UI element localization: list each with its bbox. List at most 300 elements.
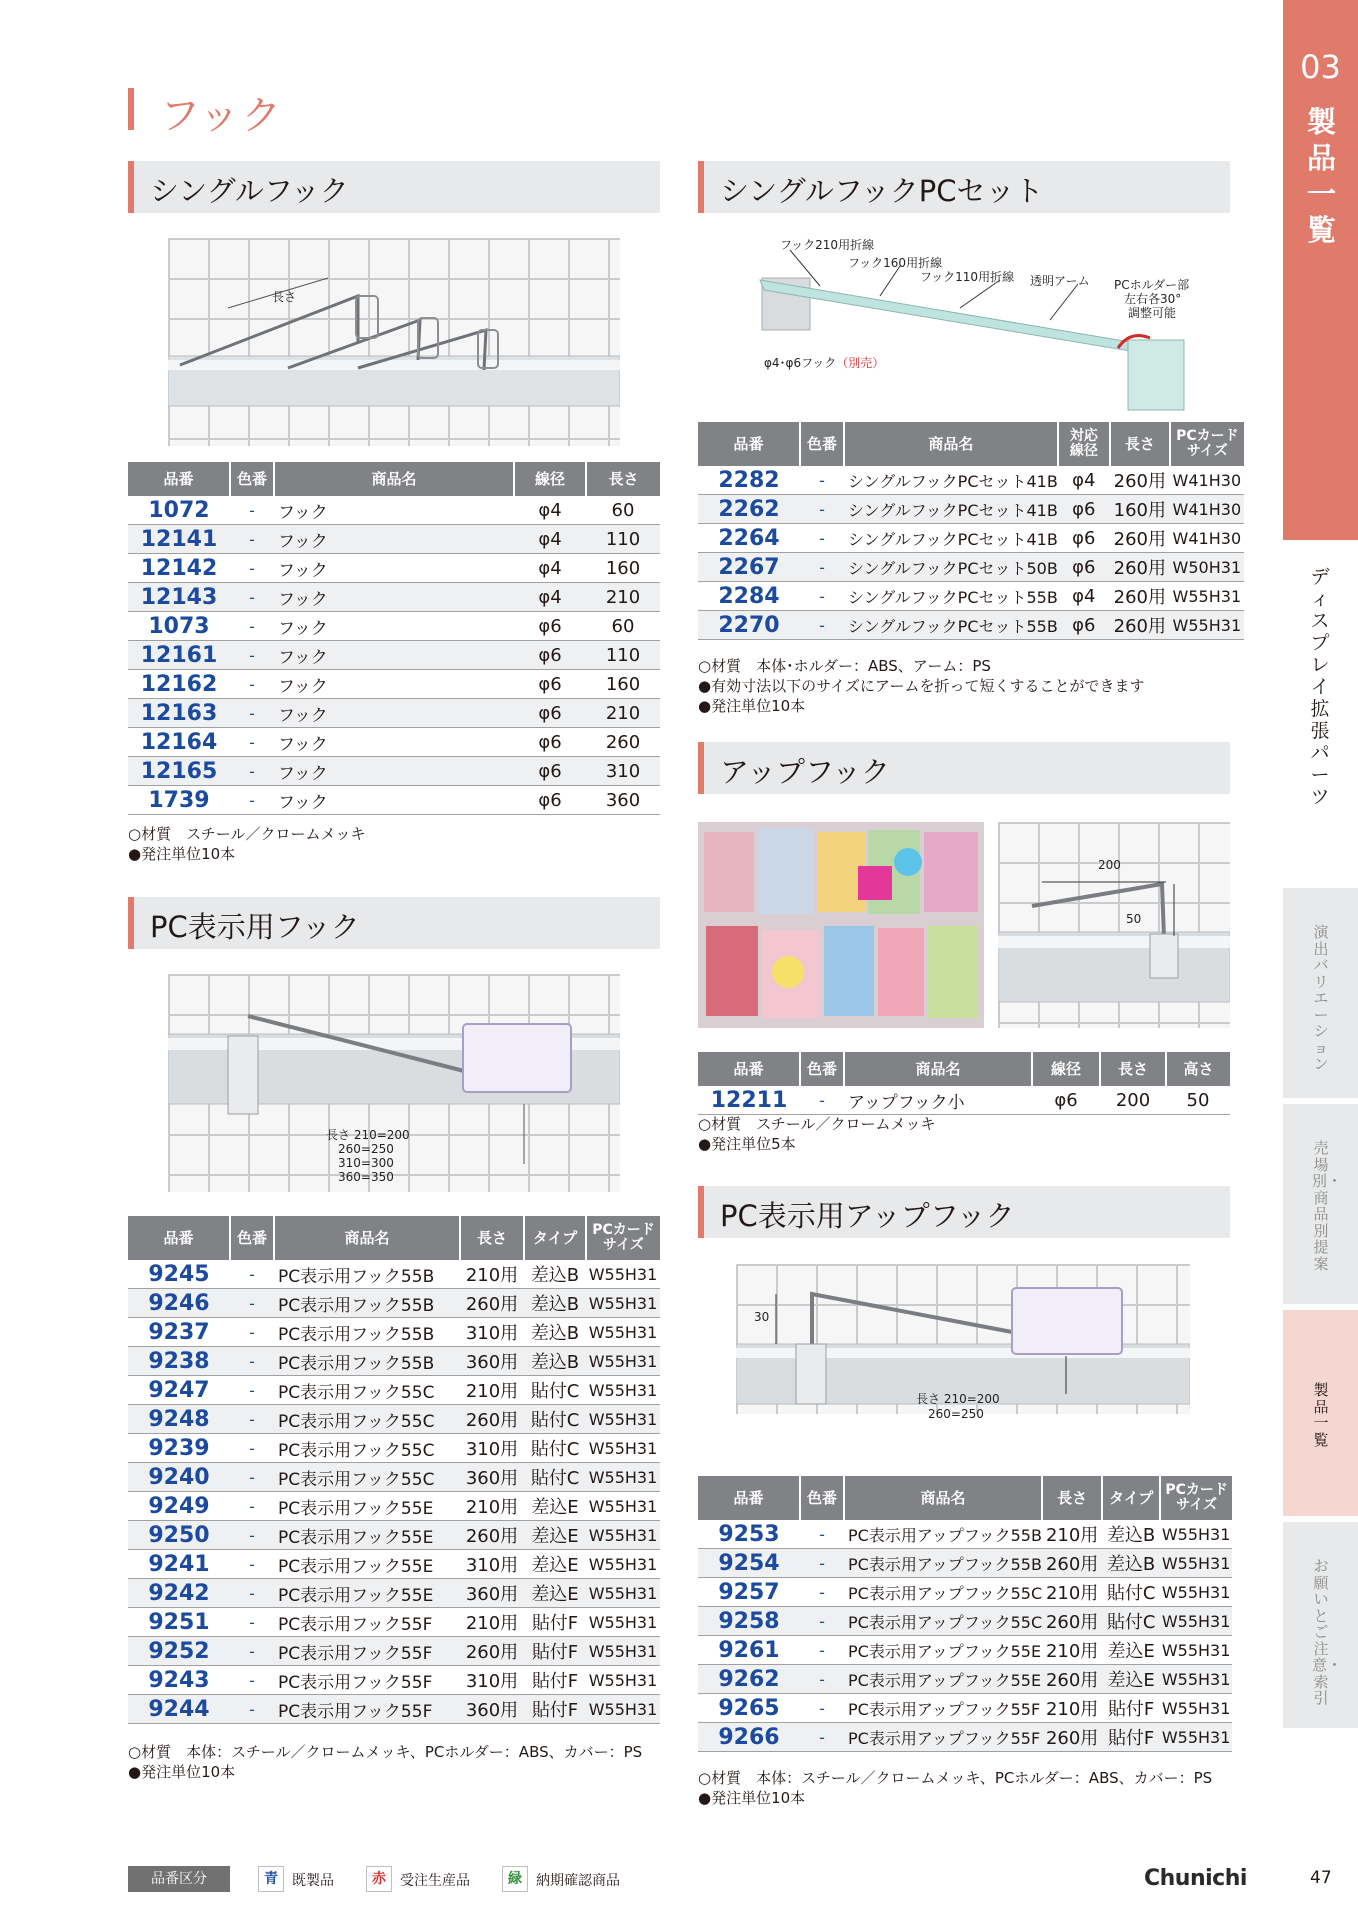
table-cell: 貼付C <box>1102 1578 1160 1607</box>
table-cell: PC表示用フック55E <box>274 1521 460 1550</box>
table-cell: PC表示用アップフック55B <box>844 1520 1042 1549</box>
table-cell: フック <box>274 699 514 728</box>
table-cell: φ4 <box>514 583 586 612</box>
section-accent-bar <box>128 161 134 213</box>
col-header: 商品名 <box>274 462 514 496</box>
table-cell: 210用 <box>1042 1578 1102 1607</box>
col-header: 色番 <box>800 1052 844 1086</box>
table-cell: W55H31 <box>586 1434 660 1463</box>
chapter-title: 製品一覧 <box>1307 105 1337 247</box>
table-cell: 110 <box>586 525 660 554</box>
table-cell: W55H31 <box>586 1695 660 1724</box>
product-code: 9244 <box>128 1695 230 1724</box>
note-line: ●発注単位10本 <box>128 845 236 863</box>
col-header-line: PCカード <box>1176 428 1239 444</box>
table-cell: 260用 <box>1042 1665 1102 1694</box>
table-cell: PC表示用フック55F <box>274 1695 460 1724</box>
table-cell: PC表示用フック55F <box>274 1637 460 1666</box>
table-cell: - <box>230 1318 274 1347</box>
product-code: 9251 <box>128 1608 230 1637</box>
table-cell: 310 <box>586 757 660 786</box>
table-cell: - <box>230 786 274 815</box>
col-header: 品番 <box>128 462 230 496</box>
col-header: 色番 <box>800 422 844 466</box>
table-cell: 160 <box>586 670 660 699</box>
table-cell: PC表示用フック55E <box>274 1550 460 1579</box>
table-row <box>128 757 660 786</box>
table-cell: 360 <box>586 786 660 815</box>
up-hook-store-photo <box>698 822 984 1028</box>
table-cell: フック <box>274 612 514 641</box>
holder-label: 左右各30° <box>1124 292 1182 306</box>
note-line: ○材質 スチール／クロームメッキ <box>128 825 366 843</box>
note-line: ○材質 本体：スチール／クロームメッキ、PCホルダー：ABS、カバー：PS <box>128 1743 643 1761</box>
col-header: 品番 <box>698 1476 800 1520</box>
table-row <box>698 1607 1232 1636</box>
table-cell: φ6 <box>514 757 586 786</box>
product-code: 12141 <box>128 525 230 554</box>
table-cell: 260用 <box>1042 1723 1102 1752</box>
table-cell: W55H31 <box>586 1347 660 1376</box>
table-cell: W41H30 <box>1170 466 1244 495</box>
product-code: 12163 <box>128 699 230 728</box>
table-cell: W50H31 <box>1170 553 1244 582</box>
table-row <box>698 1549 1232 1578</box>
tab-label: お願いとご注意・索引 <box>1312 1557 1343 1707</box>
table-cell: フック <box>274 554 514 583</box>
table-row <box>698 553 1244 582</box>
table-cell: シングルフックPCセット50B <box>844 553 1058 582</box>
table-header-row <box>128 1216 660 1260</box>
table-cell: W55H31 <box>586 1637 660 1666</box>
table-cell: - <box>230 1405 274 1434</box>
arm-label: 透明アーム <box>1030 274 1090 288</box>
table-cell: 差込B <box>524 1260 586 1289</box>
table-cell: PC表示用フック55B <box>274 1318 460 1347</box>
table-cell: 差込B <box>1102 1520 1160 1549</box>
length-label: 260=250 <box>338 1142 394 1156</box>
table-cell: 200 <box>1100 1086 1166 1115</box>
table-cell: 210用 <box>1042 1520 1102 1549</box>
hook-label: φ4･φ6フック <box>764 356 837 370</box>
table-cell: W55H31 <box>586 1608 660 1637</box>
brand-logo: Chunichi <box>1144 1866 1247 1891</box>
table-cell: W41H30 <box>1170 495 1244 524</box>
product-code: 9252 <box>128 1637 230 1666</box>
table-cell: - <box>800 1694 844 1723</box>
table-cell: PC表示用フック55F <box>274 1666 460 1695</box>
table-cell: フック <box>274 525 514 554</box>
col-header: 色番 <box>230 462 274 496</box>
product-code: 9243 <box>128 1666 230 1695</box>
col-header: 商品名 <box>844 422 1058 466</box>
table-cell: PC表示用フック55B <box>274 1289 460 1318</box>
table-cell: PC表示用アップフック55F <box>844 1723 1042 1752</box>
table-cell: - <box>230 496 274 525</box>
table-cell: 貼付C <box>524 1434 586 1463</box>
section-title: PC表示用フック <box>150 910 360 944</box>
table-row <box>128 1376 660 1405</box>
product-code: 9261 <box>698 1636 800 1665</box>
table-cell: 貼付F <box>524 1608 586 1637</box>
table-row <box>128 1579 660 1608</box>
table-cell: - <box>230 1608 274 1637</box>
up-hook-illustration <box>998 822 1230 1028</box>
table-cell: 110 <box>586 641 660 670</box>
table-cell: シングルフックPCセット55B <box>844 611 1058 640</box>
product-code: 9266 <box>698 1723 800 1752</box>
table-row <box>698 495 1244 524</box>
legend-label: 納期確認商品 <box>536 1873 620 1889</box>
product-code: 12142 <box>128 554 230 583</box>
product-code: 1073 <box>128 612 230 641</box>
table-cell: 260用 <box>460 1521 524 1550</box>
tab-proposals[interactable] <box>1283 1104 1358 1304</box>
table-cell: 260用 <box>460 1405 524 1434</box>
table-header-row <box>698 422 1244 466</box>
table-cell: フック <box>274 786 514 815</box>
col-header-line: PCカード <box>1165 1482 1228 1498</box>
table-cell: W41H30 <box>1170 524 1244 553</box>
table-cell: 貼付F <box>524 1666 586 1695</box>
chapter-number: 03 <box>1300 48 1341 86</box>
table-row <box>698 524 1244 553</box>
table-cell: 210 <box>586 699 660 728</box>
section-header-up-hook <box>698 742 1230 794</box>
table-row <box>128 1289 660 1318</box>
separately-label: （別売） <box>836 356 885 370</box>
legend-label: 既製品 <box>292 1873 334 1889</box>
product-code: 9254 <box>698 1549 800 1578</box>
product-code: 9239 <box>128 1434 230 1463</box>
table-row <box>128 525 660 554</box>
col-header: タイプ <box>1102 1476 1160 1520</box>
table-row <box>128 554 660 583</box>
table-cell: W55H31 <box>586 1666 660 1695</box>
tab-label: 売場別・商品別提案 <box>1312 1139 1343 1273</box>
legend-label: 受注生産品 <box>400 1873 470 1889</box>
table-row <box>128 1666 660 1695</box>
table-cell: W55H31 <box>586 1521 660 1550</box>
table-cell: - <box>800 1520 844 1549</box>
table-row <box>698 1665 1232 1694</box>
table-header-row <box>698 1476 1232 1520</box>
table-cell: φ6 <box>1058 524 1110 553</box>
table-cell: 差込B <box>524 1289 586 1318</box>
table-cell: W55H31 <box>586 1260 660 1289</box>
tab-label: 製品一覧 <box>1313 1381 1329 1449</box>
col-header: 長さ <box>1110 422 1170 466</box>
table-row <box>128 1608 660 1637</box>
table-cell: 210用 <box>460 1608 524 1637</box>
table-row <box>128 1260 660 1289</box>
product-code: 9237 <box>128 1318 230 1347</box>
product-code: 12165 <box>128 757 230 786</box>
section-title: PC表示用アップフック <box>720 1199 1015 1233</box>
table-cell: 差込E <box>524 1579 586 1608</box>
col-header: 商品名 <box>844 1476 1042 1520</box>
table-cell: PC表示用フック55C <box>274 1434 460 1463</box>
product-code: 9265 <box>698 1694 800 1723</box>
pc-hook-table <box>128 1216 660 1724</box>
col-header: 長さ <box>1100 1052 1166 1086</box>
pc-set-drawing <box>700 230 1230 420</box>
table-cell: フック <box>274 583 514 612</box>
table-row <box>698 582 1244 611</box>
table-cell: 貼付F <box>1102 1723 1160 1752</box>
col-header: 商品名 <box>844 1052 1032 1086</box>
up-hook-notes <box>698 1114 936 1154</box>
table-row <box>128 496 660 525</box>
table-row <box>128 583 660 612</box>
product-code: 9248 <box>128 1405 230 1434</box>
table-cell: W55H31 <box>586 1289 660 1318</box>
product-code: 12161 <box>128 641 230 670</box>
table-cell: PC表示用フック55E <box>274 1579 460 1608</box>
table-cell: φ6 <box>1058 553 1110 582</box>
length-label: 長さ <box>272 290 297 304</box>
col-header: 長さ <box>586 462 660 496</box>
col-header: 線径 <box>1032 1052 1100 1086</box>
single-hook-notes <box>128 824 366 864</box>
store-display-image <box>698 822 984 1028</box>
table-row <box>128 1434 660 1463</box>
section-accent-bar <box>128 897 134 949</box>
table-cell: - <box>800 524 844 553</box>
table-cell: φ6 <box>1058 495 1110 524</box>
table-cell: 貼付C <box>524 1376 586 1405</box>
table-cell: PC表示用フック55C <box>274 1463 460 1492</box>
table-cell: PC表示用フック55B <box>274 1347 460 1376</box>
table-cell: - <box>800 1578 844 1607</box>
table-cell: - <box>800 1607 844 1636</box>
table-cell: PC表示用フック55F <box>274 1608 460 1637</box>
table-cell: - <box>230 1260 274 1289</box>
table-cell: φ6 <box>514 641 586 670</box>
table-header-row <box>128 462 660 496</box>
table-cell: - <box>800 1636 844 1665</box>
table-cell: - <box>230 1695 274 1724</box>
note-line: ●発注単位10本 <box>128 1763 236 1781</box>
table-row <box>128 1695 660 1724</box>
table-cell: シングルフックPCセット55B <box>844 582 1058 611</box>
table-cell: W55H31 <box>586 1405 660 1434</box>
table-cell: - <box>230 670 274 699</box>
table-row <box>128 612 660 641</box>
table-row <box>128 670 660 699</box>
single-hook-table <box>128 462 660 815</box>
table-cell: 260用 <box>1110 611 1170 640</box>
table-cell: - <box>230 728 274 757</box>
product-code: 9240 <box>128 1463 230 1492</box>
product-code: 9241 <box>128 1550 230 1579</box>
section-header-single-hook <box>128 161 660 213</box>
table-cell: 310用 <box>460 1434 524 1463</box>
col-header: 高さ <box>1166 1052 1230 1086</box>
table-cell: 260用 <box>1042 1607 1102 1636</box>
col-header: 色番 <box>800 1476 844 1520</box>
table-cell: φ6 <box>1058 611 1110 640</box>
up-hook-photo <box>998 822 1230 1028</box>
table-cell: - <box>230 612 274 641</box>
table-cell: 160用 <box>1110 495 1170 524</box>
legend-swatch: 青 <box>258 1866 284 1892</box>
table-row <box>128 728 660 757</box>
table-row <box>698 466 1244 495</box>
table-cell: - <box>800 611 844 640</box>
note-line: ●有効寸法以下のサイズにアームを折って短くすることができます <box>698 677 1145 695</box>
table-cell: 60 <box>586 612 660 641</box>
col-header-line: PCカード <box>592 1222 655 1238</box>
table-cell: 差込E <box>1102 1636 1160 1665</box>
product-code: 12164 <box>128 728 230 757</box>
length-label: 長さ 210=200 <box>916 1392 1000 1406</box>
product-code: 9258 <box>698 1607 800 1636</box>
table-cell: φ6 <box>514 670 586 699</box>
product-code: 1739 <box>128 786 230 815</box>
col-header: 商品名 <box>274 1216 460 1260</box>
table-cell: W55H31 <box>1160 1578 1232 1607</box>
tab-label: 演出バリエーション <box>1313 923 1329 1073</box>
table-cell: 貼付F <box>1102 1694 1160 1723</box>
product-code: 9247 <box>128 1376 230 1405</box>
pc-up-hook-table <box>698 1476 1232 1752</box>
pc-hook-illustration <box>168 974 620 1192</box>
product-code: 9238 <box>128 1347 230 1376</box>
table-cell: 貼付C <box>1102 1607 1160 1636</box>
product-code: 2282 <box>698 466 800 495</box>
table-cell: - <box>230 699 274 728</box>
table-row <box>128 1405 660 1434</box>
col-header <box>1160 1476 1232 1520</box>
table-cell: - <box>230 1492 274 1521</box>
table-row <box>128 1318 660 1347</box>
table-cell: 310用 <box>460 1318 524 1347</box>
table-cell: 差込B <box>524 1318 586 1347</box>
table-cell: - <box>230 1550 274 1579</box>
table-cell: W55H31 <box>1170 611 1244 640</box>
table-cell: - <box>230 1579 274 1608</box>
table-cell: 差込E <box>524 1492 586 1521</box>
col-header-line: サイズ <box>603 1237 644 1253</box>
table-cell: 60 <box>586 496 660 525</box>
table-cell: φ6 <box>514 786 586 815</box>
table-cell: - <box>230 1637 274 1666</box>
length-label: 310=300 <box>338 1156 394 1170</box>
table-cell: 360用 <box>460 1695 524 1724</box>
fold-label: フック210用折線 <box>780 238 875 252</box>
col-header: タイプ <box>524 1216 586 1260</box>
note-line: ○材質 スチール／クロームメッキ <box>698 1115 936 1133</box>
page-title-text: フック <box>160 93 284 139</box>
table-row <box>128 1521 660 1550</box>
tab-variations[interactable] <box>1283 888 1358 1098</box>
table-cell: W55H31 <box>1160 1607 1232 1636</box>
table-cell: - <box>230 1347 274 1376</box>
table-row <box>698 1578 1232 1607</box>
pc-hook-photo <box>168 974 620 1192</box>
table-cell: - <box>230 641 274 670</box>
table-cell: 貼付C <box>524 1463 586 1492</box>
chapter-tab <box>1283 0 1358 540</box>
table-cell: 210 <box>586 583 660 612</box>
section-header-pc-set <box>698 161 1230 213</box>
tab-product-list[interactable] <box>1283 1310 1358 1516</box>
table-cell: - <box>230 583 274 612</box>
legend-swatch: 緑 <box>502 1866 528 1892</box>
table-cell: 差込E <box>524 1550 586 1579</box>
table-cell: 360用 <box>460 1579 524 1608</box>
table-cell: W55H31 <box>1160 1636 1232 1665</box>
pc-set-illustration <box>700 230 1230 420</box>
length-label: 360=350 <box>338 1170 394 1184</box>
table-cell: 差込B <box>524 1347 586 1376</box>
title-accent-bar <box>128 88 134 130</box>
table-cell: W55H31 <box>1160 1549 1232 1578</box>
table-cell: - <box>800 495 844 524</box>
table-cell: - <box>230 1434 274 1463</box>
product-code: 12143 <box>128 583 230 612</box>
single-hook-illustration <box>168 238 620 446</box>
table-row <box>698 611 1244 640</box>
table-cell: 210用 <box>460 1376 524 1405</box>
product-code: 9249 <box>128 1492 230 1521</box>
note-line: ○材質 本体･ホルダー：ABS、アーム：PS <box>698 657 991 675</box>
col-header-line: サイズ <box>1186 443 1228 459</box>
col-header: 長さ <box>460 1216 524 1260</box>
table-cell: PC表示用アップフック55E <box>844 1665 1042 1694</box>
product-code: 2262 <box>698 495 800 524</box>
tab-notes-index[interactable] <box>1283 1522 1358 1728</box>
product-code: 9246 <box>128 1289 230 1318</box>
section-title: シングルフック <box>150 174 349 208</box>
table-row <box>128 1463 660 1492</box>
table-cell: - <box>800 1665 844 1694</box>
table-cell: W55H31 <box>586 1579 660 1608</box>
fold-label: フック110用折線 <box>920 270 1015 284</box>
table-cell: - <box>230 757 274 786</box>
table-row <box>128 641 660 670</box>
product-code: 12162 <box>128 670 230 699</box>
table-cell: 貼付F <box>524 1695 586 1724</box>
table-cell: シングルフックPCセット41B <box>844 495 1058 524</box>
category-label: ディスプレイ拡張パーツ <box>1310 566 1330 808</box>
col-header-line: 線径 <box>1069 443 1098 459</box>
table-cell: - <box>800 466 844 495</box>
table-cell: φ4 <box>1058 466 1110 495</box>
col-header-line: 対応 <box>1069 428 1098 444</box>
table-cell: 360用 <box>460 1347 524 1376</box>
table-cell: W55H31 <box>1160 1723 1232 1752</box>
legend-swatch: 赤 <box>366 1866 392 1892</box>
col-header: 品番 <box>698 422 800 466</box>
section-title: アップフック <box>720 755 890 789</box>
table-cell: - <box>230 1376 274 1405</box>
table-cell: PC表示用アップフック55E <box>844 1636 1042 1665</box>
note-line: ●発注単位10本 <box>698 1789 806 1807</box>
table-cell: フック <box>274 757 514 786</box>
product-code: 2267 <box>698 553 800 582</box>
table-cell: - <box>230 1666 274 1695</box>
table-cell: PC表示用アップフック55B <box>844 1549 1042 1578</box>
table-cell: 差込E <box>1102 1665 1160 1694</box>
table-cell: φ6 <box>514 728 586 757</box>
table-cell: W55H31 <box>1170 582 1244 611</box>
length-label: 長さ 210=200 <box>326 1128 410 1142</box>
single-hook-photo <box>168 238 620 446</box>
table-cell: フック <box>274 670 514 699</box>
page-number: 47 <box>1310 1868 1332 1888</box>
